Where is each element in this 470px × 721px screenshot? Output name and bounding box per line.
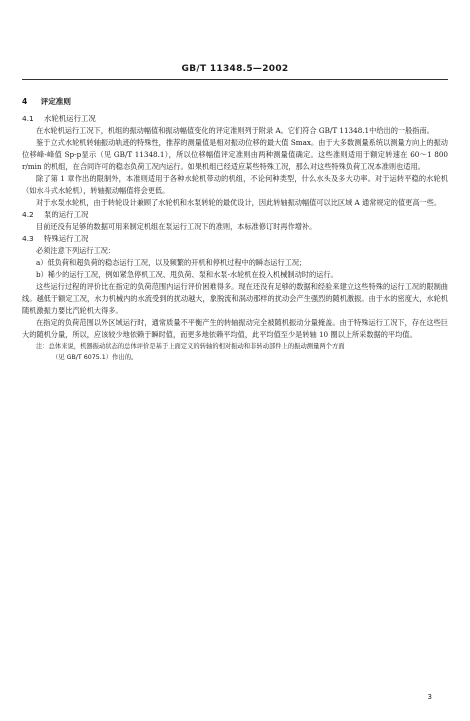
paragraph: 目前还没有足够的数据可用来制定机组在泵运行工况下的准则，本标准修订时再作增补。 [36,222,317,231]
header-rule [22,79,448,80]
section-4-1-heading [22,113,448,125]
paragraph: 除了第 1 章作出的限制外，本准则适用于各种水轮机带动的机组，不论何种类型，什么水头及多大功率。对于运转平稳的水轮机（如水斗式水轮机），转轴振动幅值将会更低。 [22,174,448,195]
paragraph: 鉴于立式水轮机转轴振动轨迹的特殊性，推荐的测量值是相对振动位移的最大值 Smax。由于大多数测量系统以测量方向上的振动位移峰-峰值 Sp-p显示（见 GB/T 11348.1），所以位移幅值评定准则由两种测量值确定。这些准则适用于额定转速在 60～1 800 r/min 的机组，在合同许可的稳态负荷工况内运行。如果机组已经适应某些特殊工况，那么对这些特殊负荷工况本准则也适用。 [22,138,448,171]
section-4-heading [22,96,448,108]
section-4-title: 评定准则 [40,97,71,106]
paragraph: 这些运行过程的评价比在指定的负荷范围内运行评价困难得多。现在还没有足够的数据和经验来建立这些特殊的运行工况的限制曲线。越低于额定工况，水力机械内的水流受到的扰动越大，象脱流和涡动那样的扰动会产生强烈的随机激振。由于水的密度大，水轮机随机激振力要比汽轮机大得多。 [22,282,448,315]
note-label: 注： [36,343,49,350]
note-continuation: （见 GB/T 6075.1）作出的。 [52,353,138,361]
section-4-1-number: 4.1 [22,114,34,123]
paragraph: 在指定的负荷范围以外区域运行时，通常质量不平衡产生的转轴振动完全被随机振动分量掩盖。由于特殊运行工况下，存在这些巨大的随机分量，所以，应该较少地依赖于瞬时值，而更多地依赖平均值，此平均值至少是转轴 10 圈以上所采数据的平均值。 [22,318,448,339]
section-4-2-number: 4.2 [22,210,34,219]
note [22,342,448,363]
list-item: a）低负荷和超负荷的稳态运行工况，以及频繁的开机和停机过程中的瞬态运行工况； [36,258,307,267]
paragraph: 在水轮机运行工况下，机组的振动幅值和振动幅值变化的评定准则列于附录 A。它们符合 GB/T 11348.1中给出的一般指南。 [36,126,434,135]
section-4-number: 4 [22,97,28,106]
paragraph: 必须注意下列运行工况： [36,246,116,255]
list-item: b）稀少的运行工况，例如紧急停机工况、甩负荷、泵和水泵-水轮机在投入机械制动时的运行。 [36,270,338,279]
section-4-3-heading [22,233,448,245]
section-4-3-title: 特殊运行工况 [44,234,89,243]
section-4-2-heading [22,209,448,221]
standard-code-header: GB/T 11348.5—2002 [181,64,289,74]
paragraph: 对于水泵水轮机，由于转轮设计兼顾了水轮机和水泵转轮的最优设计，因此转轴振动幅值可以比区域 A 通常规定的值更高一些。 [36,198,442,207]
section-4-3-number: 4.3 [22,234,34,243]
page-content [22,96,448,363]
note-text: 总体来说，机器振动状态的总体评价是基于上面定义的转轴的相对振动和非转动部件上的振动测量两个方面 [48,343,345,350]
section-4-1-title: 水轮机运行工况 [44,114,96,123]
page-number: 3 [427,693,432,701]
section-4-2-title: 泵的运行工况 [44,210,89,219]
